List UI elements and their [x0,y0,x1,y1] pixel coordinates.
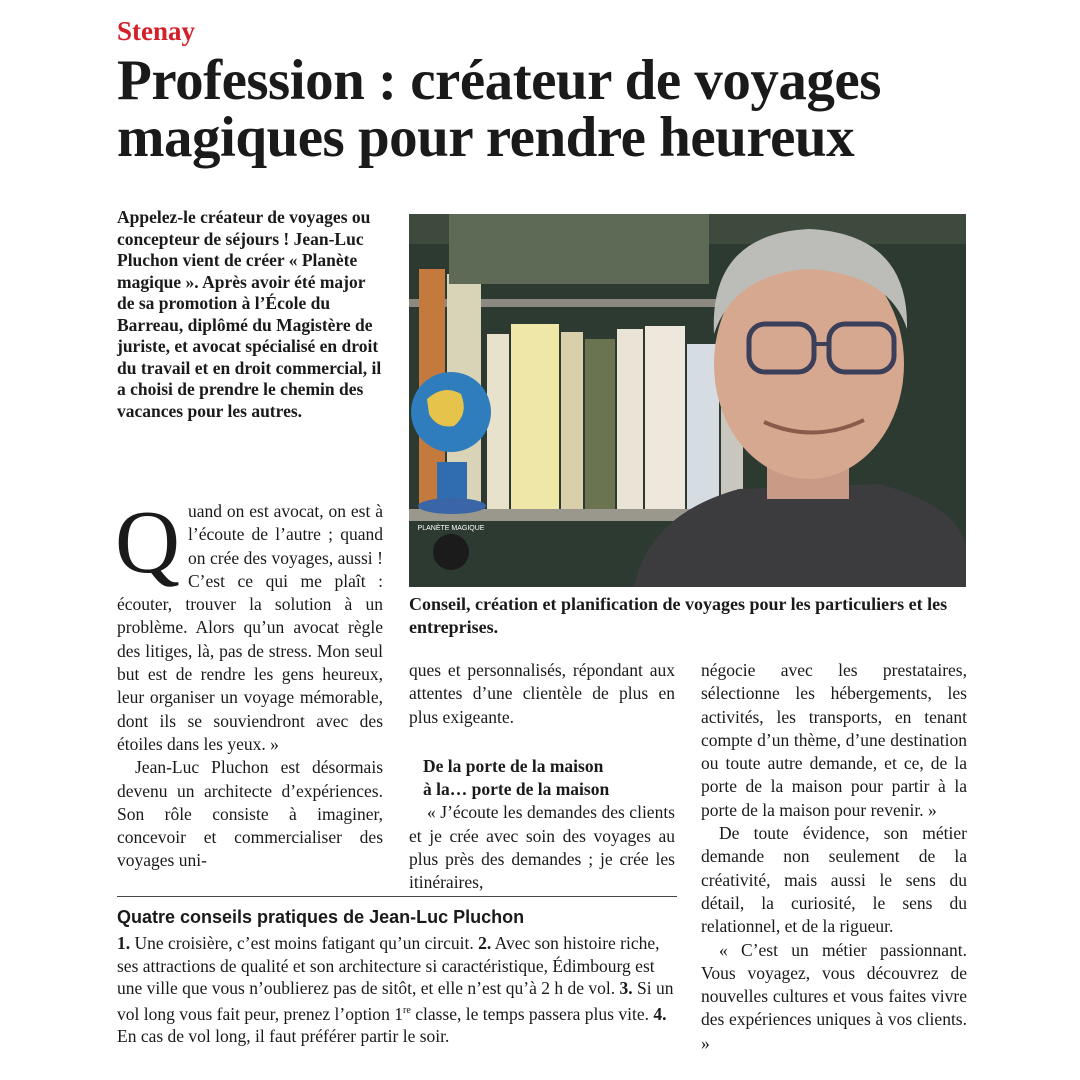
logo-text: PLANÈTE MAGIQUE [417,525,485,532]
portrait-photo [409,214,966,587]
col3-paragraph-3: « C’est un métier passionnant. Vous voyagez, vous découvrez de nouvelles cultures et vous faites vivre des expériences uniques à vos clients. » [701,939,967,1053]
col3-paragraph-1: négocie avec les prestataires, sélectionne les hébergements, les activités, les transports, en tenant compte d’un thème, d’une destination ou toute autre demande, et ce, de la porte de la maison pour partir à la porte de la maison pour revenir. » [701,660,967,820]
col1-paragraph-1: uand on est avocat, on est à l’écoute de l’autre ; quand on crée des voyages, aussi ! C’est ce qui me plaît : écouter, trouver la solution à un problème. Alors qu’un avocat règle des litiges, là, pas de stress. Mon seul but est de rendre les gens heureux, leur organiser un voyage mémorable, dont ils se souviendront avec des étoiles dans les yeux. » [117,501,383,754]
tips-box-body: 1. Une croisière, c’est moins fatigant qu’un circuit. 2. Avec son histoire riche, ses attractions de qualité et son architecture si caractéristique, Édimbourg est une ville que vous n’oublierez pas de sitôt, et elle n’est qu’à 2 h de vol. 3. Si un vol long vous fait peur, prenez l’option 1re classe, le temps passera plus vite. 4. En cas de vol long, il faut préférer partir le soir. [117,933,674,1046]
col2-paragraph-2: « J’écoute les demandes des clients et je crée avec soin des voyages au plus près des demandes ; je crée les itinéraires, [409,802,675,893]
photo-caption: Conseil, création et planification de voyages pour les particuliers et les entreprises. [409,594,948,637]
article-photo [409,214,966,587]
body-column-3 [701,659,967,1055]
subhead-line-1: De la porte de la maison [423,755,604,776]
drop-cap: Q [115,493,180,592]
section-kicker: Stenay [117,16,196,46]
tips-box [117,907,679,1047]
box-divider [117,896,677,897]
col3-paragraph-2: De toute évidence, son métier demande non seulement de la créativité, mais aussi le sens du détail, la curiosité, le sens du relationnel, et de la rigueur. [701,823,967,937]
col2-paragraph-1: ques et personnalisés, répondant aux attentes d’une clientèle de plus en plus exigeante. [409,660,675,727]
lead-paragraph: Appelez-le créateur de voyages ou concepteur de séjours ! Jean-Luc Pluchon vient de créer « Planète magique ». Après avoir été major de sa promotion à l’École du Barreau, diplômé du Magistère de juriste, et avocat spécialisé en droit du travail et en droit commercial, il a choisi de prendre le chemin des vacances pour les autres. [117,207,382,421]
planete-magique-logo-icon [433,534,469,570]
subhead-line-2: à la… porte de la maison [423,779,610,800]
headline: Profession : créateur de voyages magiques pour rendre heureux [117,49,881,169]
col1-paragraph-2: Jean-Luc Pluchon est désormais devenu un architecte d’expériences. Son rôle consiste à imaginer, concevoir et commercialiser des voyages uni- [117,757,383,871]
body-column-2 [409,659,675,895]
tips-box-title: Quatre conseils pratiques de Jean-Luc Pluchon [117,907,525,927]
body-column-1 [115,493,383,873]
